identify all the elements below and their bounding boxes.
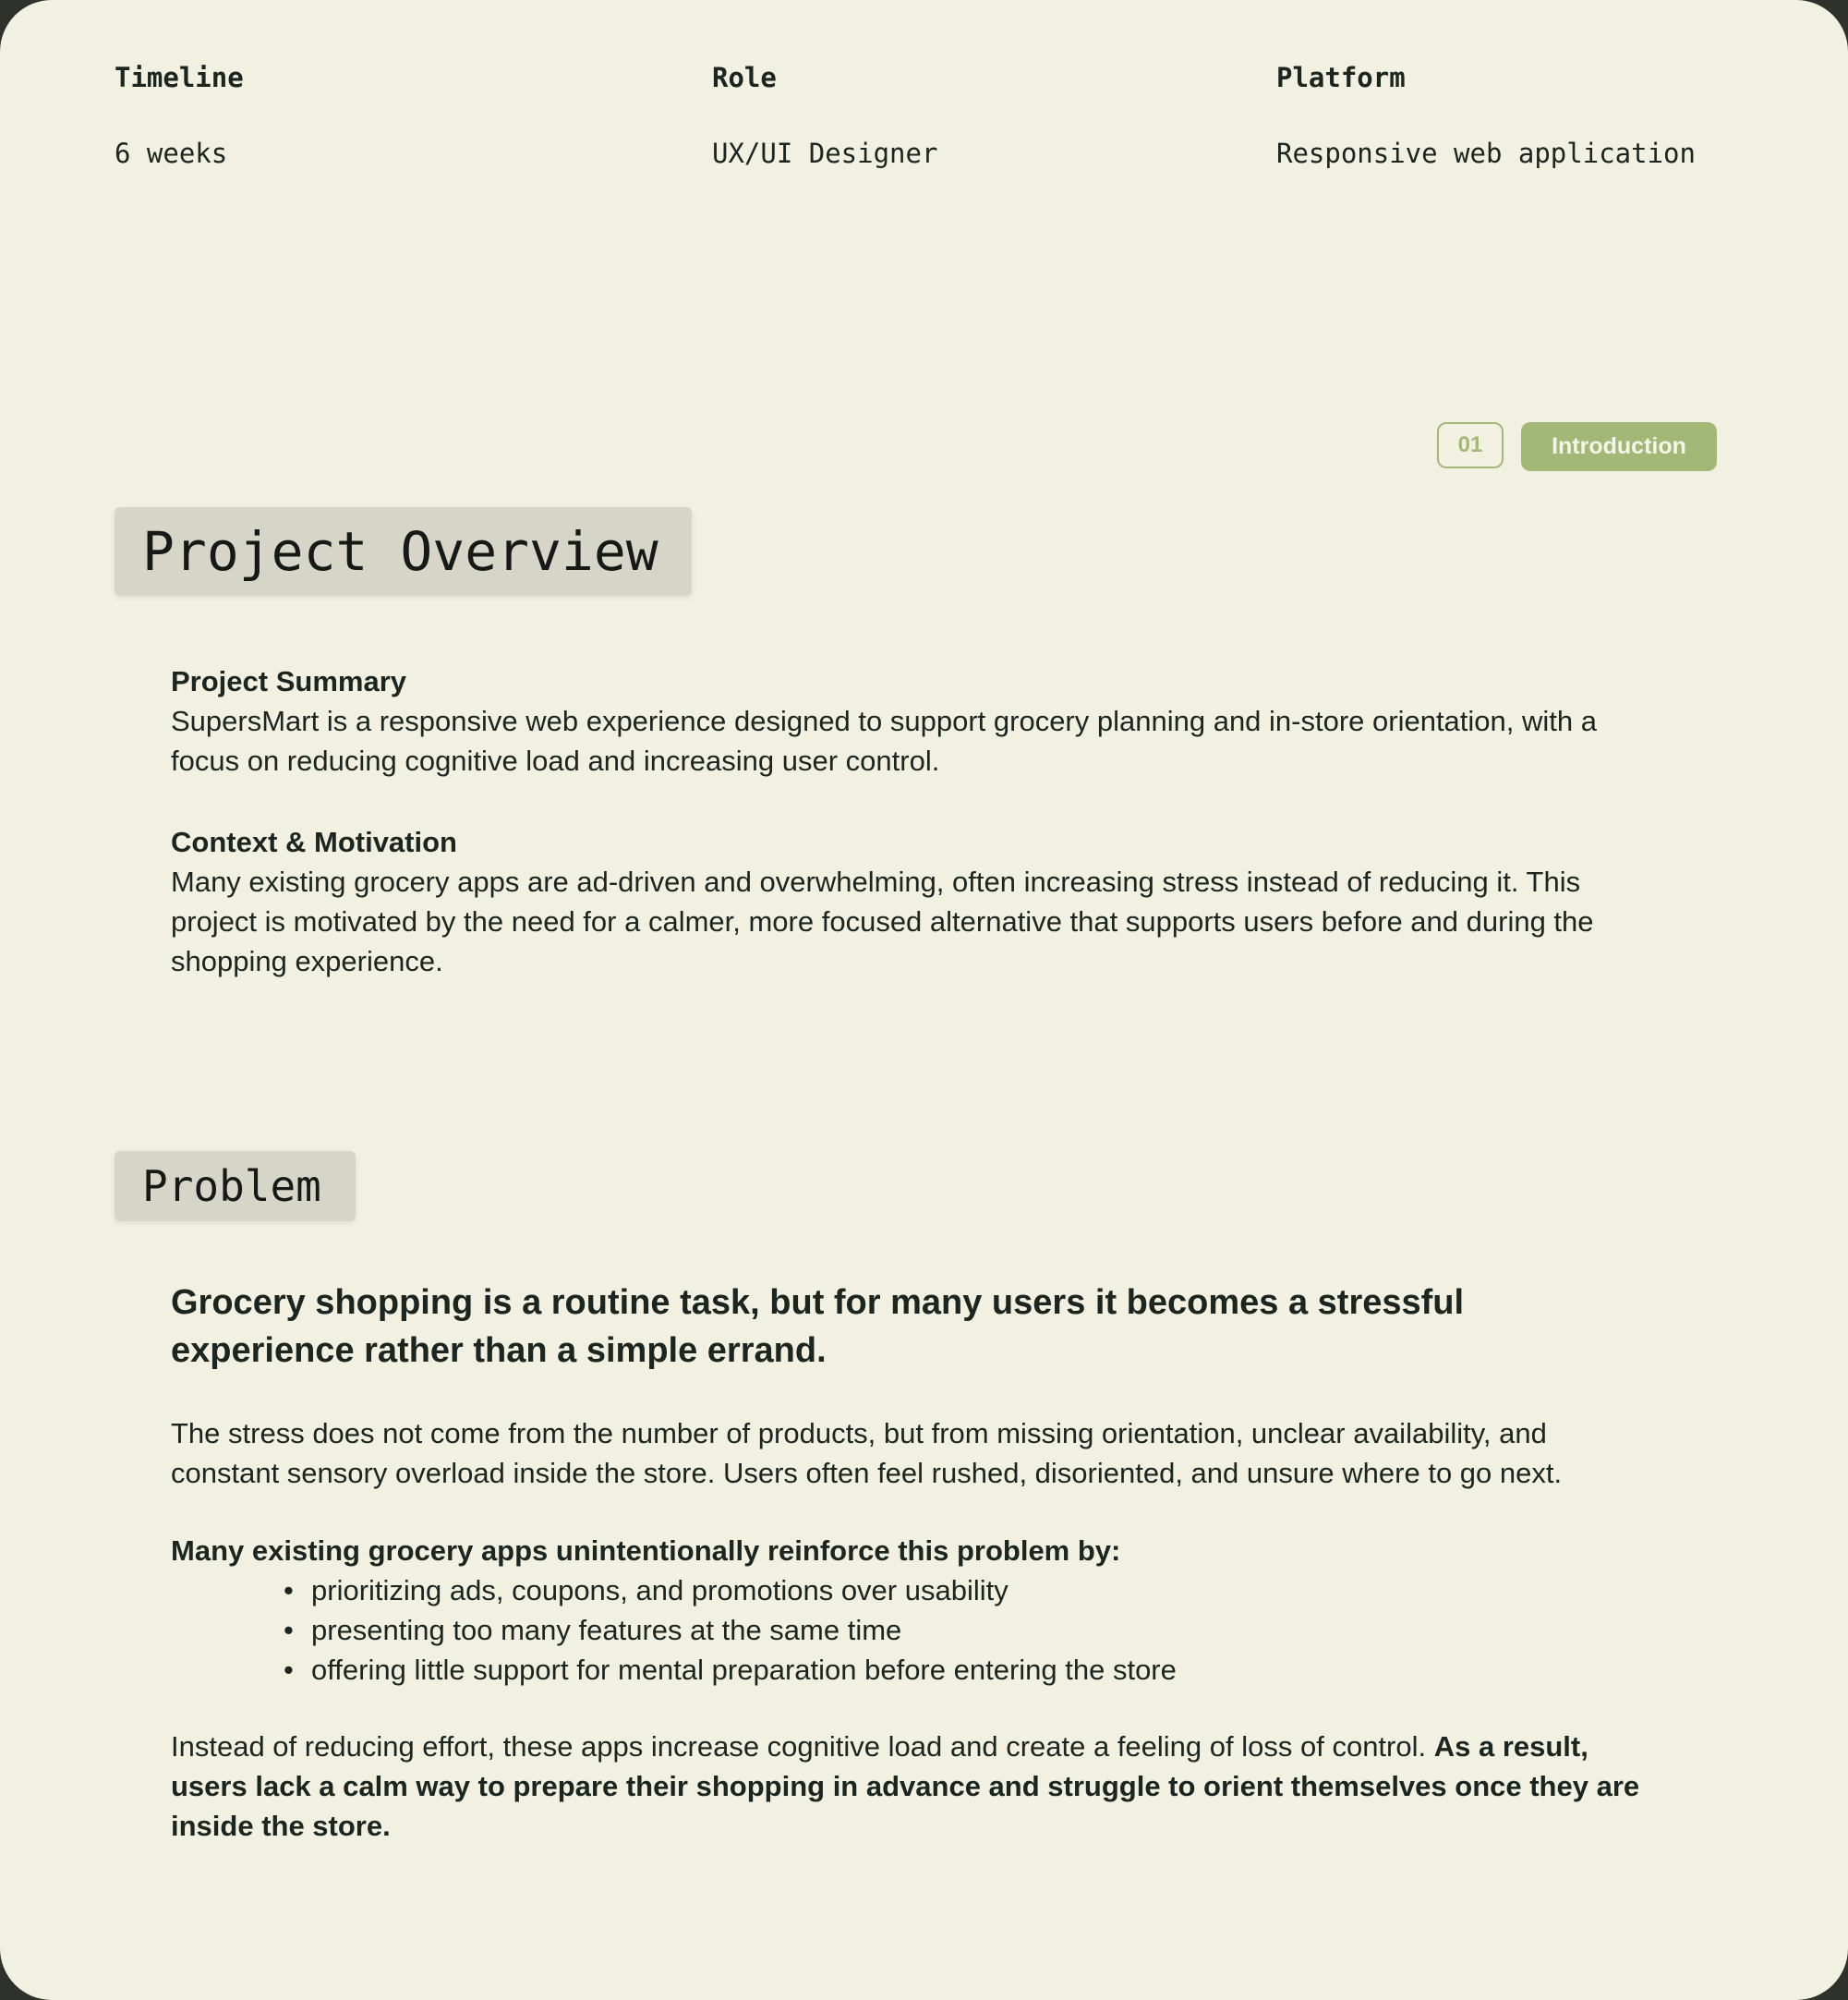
- problem-lead-block: [171, 1279, 1649, 1375]
- problem-closing-block: [171, 1727, 1649, 1846]
- problem-list-block: [171, 1531, 1649, 1690]
- project-summary-block: [171, 661, 1649, 781]
- meta-timeline: [115, 57, 244, 174]
- context-motivation-block: [171, 822, 1649, 981]
- problem-bullet-list: [171, 1570, 1649, 1690]
- problem-list-heading: Many existing grocery apps unintentionally reinforce this problem by:: [171, 1534, 1121, 1567]
- problem-closing-bold: As a result, users lack a calm way to prepare their shopping in advance and struggle to orient themselves once they are inside the store.: [171, 1730, 1640, 1842]
- list-item: • prioritizing ads, coupons, and promotions over usability: [311, 1570, 1649, 1610]
- meta-role-label: Role: [712, 62, 777, 93]
- project-summary-text: SupersMart is a responsive web experience designed to support grocery planning and in-store orientation, with a focus on reducing cognitive load and increasing user control.: [171, 705, 1597, 777]
- section-label-badge: Introduction: [1521, 422, 1717, 471]
- list-item: • offering little support for mental preparation before entering the store: [311, 1650, 1649, 1690]
- problem-title: [115, 1151, 356, 1221]
- meta-platform: [1276, 57, 1696, 174]
- project-summary-heading: Project Summary: [171, 665, 406, 697]
- project-overview-title: [115, 507, 692, 596]
- problem-closing-regular: Instead of reducing effort, these apps increase cognitive load and create a feeling of loss of control.: [171, 1730, 1434, 1763]
- section-number-badge: 01: [1437, 422, 1504, 468]
- problem-paragraph: The stress does not come from the number of products, but from missing orientation, unclear availability, and constant sensory overload inside the store. Users often feel rushed, disoriented, and unsure where to go next.: [171, 1417, 1563, 1489]
- meta-role-value: UX/UI Designer: [712, 138, 938, 169]
- list-item: • presenting too many features at the same time: [311, 1610, 1649, 1650]
- context-motivation-text: Many existing grocery apps are ad-driven and overwhelming, often increasing stress instead of reducing it. This project is motivated by the need for a calmer, more focused alternative that supports users before and during the shopping experience.: [171, 866, 1594, 977]
- problem-closing: [171, 1727, 1649, 1846]
- problem-lead: Grocery shopping is a routine task, but for many users it becomes a stressful experience rather than a simple errand.: [171, 1283, 1465, 1370]
- meta-platform-value: Responsive web application: [1276, 138, 1696, 169]
- meta-timeline-label: Timeline: [115, 62, 244, 93]
- context-motivation-heading: Context & Motivation: [171, 826, 457, 858]
- meta-role: [712, 57, 937, 174]
- meta-platform-label: Platform: [1276, 62, 1406, 93]
- project-overview-title-text: Project Overview: [142, 520, 658, 583]
- meta-timeline-value: 6 weeks: [115, 138, 228, 169]
- problem-paragraph-block: [171, 1413, 1649, 1493]
- problem-title-text: Problem: [142, 1161, 321, 1211]
